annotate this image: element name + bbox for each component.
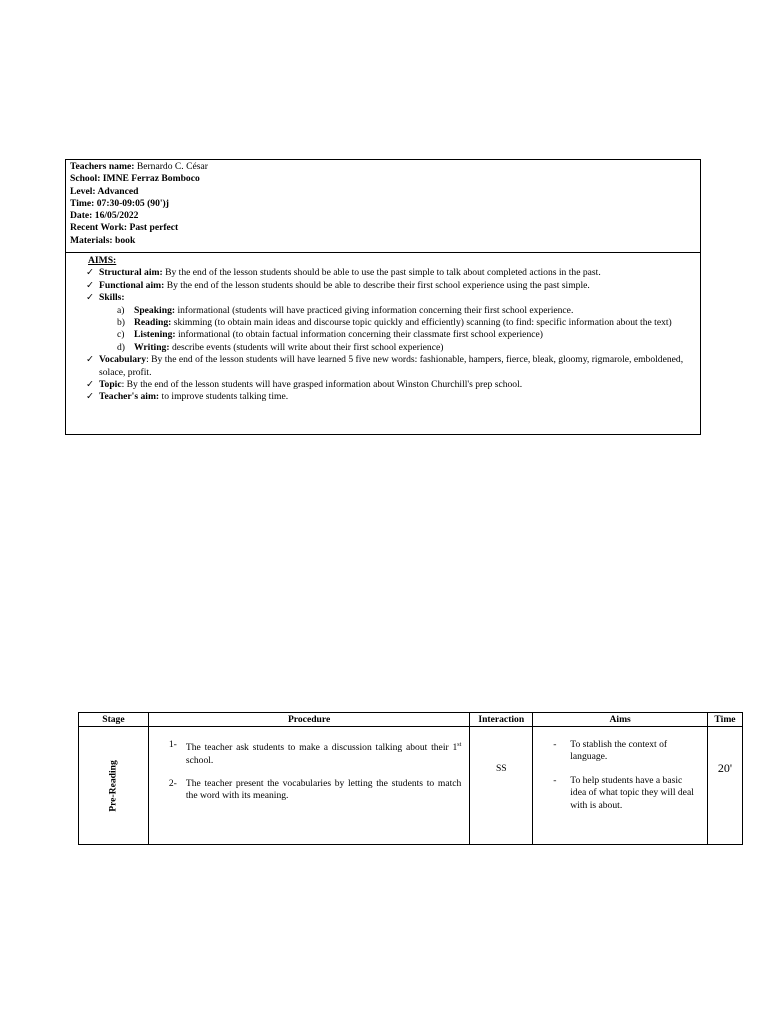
check-icon: ✓: [86, 279, 95, 291]
vocabulary-aim: ✓ Vocabulary: By the end of the lesson students will have learned 5 five new words: fashionable, hampers, fierce, bleak, gloomy, rigmarole, emboldened, solace, profit.: [86, 354, 684, 378]
aims-cell: [533, 727, 708, 845]
procedure-item: 1- The teacher ask students to make a discussion talking about their 1st school.: [168, 739, 462, 766]
aims-header: Aims: [533, 713, 708, 727]
lesson-info: [66, 160, 700, 253]
recent-work-row: Recent Work: Past perfect: [70, 222, 179, 234]
aim-item: - To stablish the context of language.: [553, 739, 668, 763]
time-header: Time: [708, 713, 743, 727]
skill-listening: c) Listening: informational (to obtain factual information concerning their classmate first school experience): [117, 329, 543, 341]
school-row: School: IMNE Ferraz Bomboco: [70, 173, 200, 185]
time-row: Time: 07:30-09:05 (90')j: [70, 197, 169, 209]
aims-section: [66, 253, 700, 404]
stage-header: Stage: [79, 713, 149, 727]
check-icon: ✓: [86, 379, 95, 391]
stage-cell: [79, 727, 149, 845]
materials-row: Materials: book: [70, 234, 136, 246]
interaction-value: SS: [495, 763, 507, 774]
lesson-header-box: [65, 159, 701, 435]
table-row: [79, 727, 743, 845]
interaction-header: Interaction: [470, 713, 533, 727]
skill-speaking: a) Speaking: informational (students will have practiced giving information concerning their first school experience.: [117, 304, 574, 316]
teacher-label: Teachers name:: [70, 161, 135, 172]
level-row: Level: Advanced: [70, 185, 139, 197]
date-row: Date: 16/05/2022: [70, 210, 139, 222]
check-icon: ✓: [86, 292, 95, 304]
interaction-cell: [470, 727, 533, 845]
skills-aim: ✓ Skills:: [86, 292, 125, 304]
check-icon: ✓: [86, 267, 95, 279]
teacher-name-row: [70, 161, 696, 173]
topic-aim: ✓ Topic: By the end of the lesson students will have grasped information about Winston Churchill's prep school.: [86, 379, 523, 391]
time-cell: [708, 727, 743, 845]
aim-item: - To help students have a basic idea of what topic they will deal with is about.: [553, 774, 694, 811]
teacher-aim: ✓ Teacher's aim: to improve students talking time.: [86, 391, 289, 403]
lesson-stage-table: [78, 712, 743, 845]
functional-aim: ✓ Functional aim: By the end of the lesson students should be able to describe their first school experience using the past simple.: [86, 279, 590, 291]
stage-label: Pre-Reading: [107, 759, 119, 812]
check-icon: ✓: [86, 391, 95, 403]
time-value: 20': [717, 761, 733, 775]
table-header-row: [79, 713, 743, 727]
procedure-cell: [148, 727, 469, 845]
check-icon: ✓: [86, 354, 95, 366]
skill-writing: d) Writing: describe events (students will write about their first school experience): [117, 341, 444, 353]
aims-title: AIMS:: [88, 255, 117, 266]
teacher-value: Bernardo C. César: [136, 161, 208, 172]
procedure-item: 2- The teacher present the vocabularies by letting the students to match the word with its meaning.: [168, 778, 462, 802]
skill-reading: b) Reading: skimming (to obtain main ideas and discourse topic quickly and efficiently) scanning (to find: specific information about the text): [117, 317, 672, 329]
structural-aim: ✓ Structural aim: By the end of the lesson students should be able to use the past simple to talk about completed actions in the past.: [86, 267, 601, 279]
procedure-header: Procedure: [148, 713, 469, 727]
